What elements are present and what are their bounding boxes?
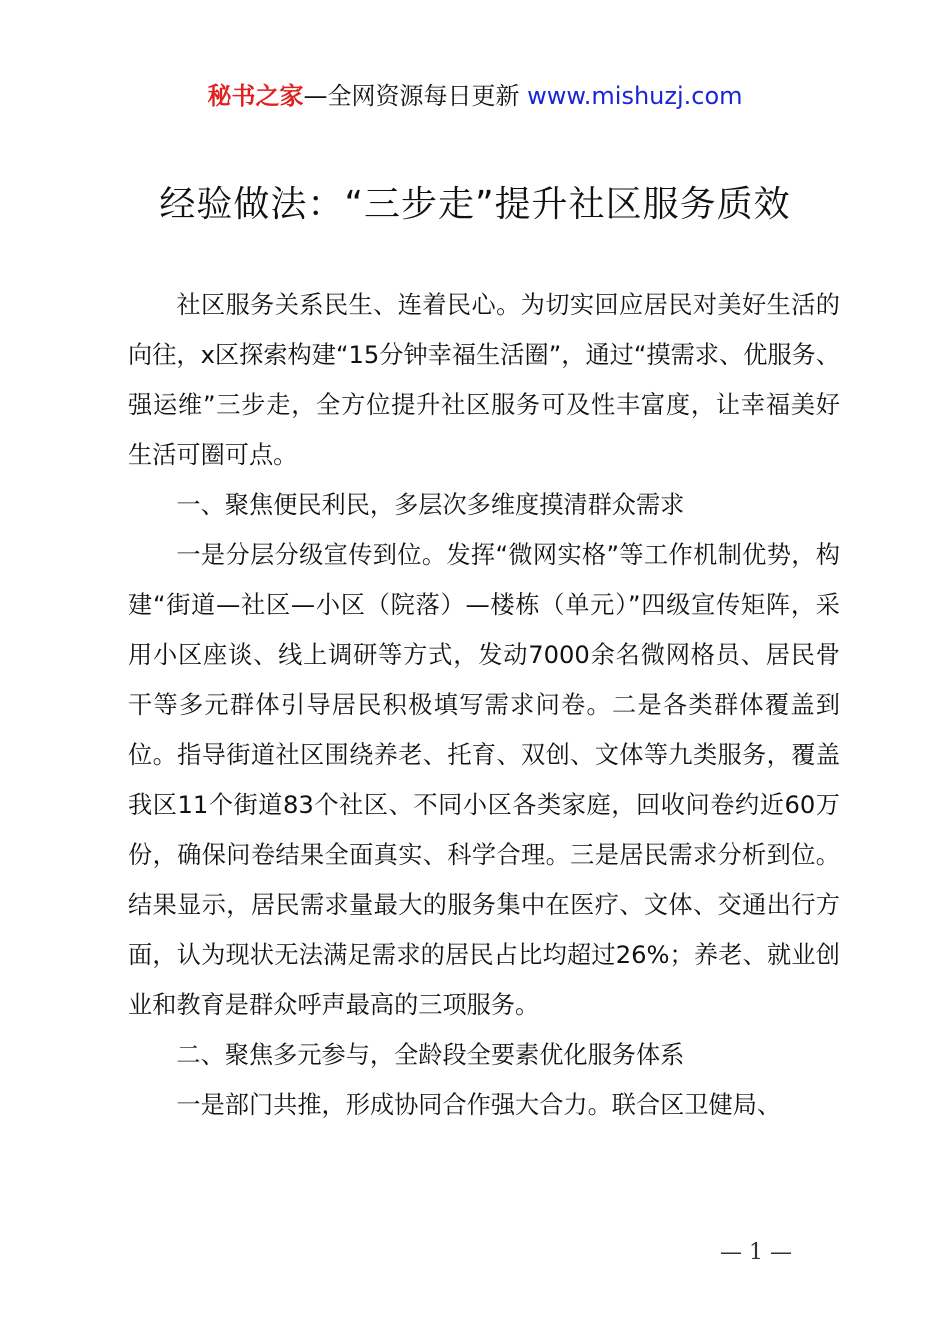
site-brand: 秘书之家 — [207, 82, 304, 110]
site-banner — [0, 80, 950, 112]
document-body — [128, 280, 840, 1130]
section-1-paragraph: 一是分层分级宣传到位。发挥“微网实格”等工作机制优势，构建“街道—社区—小区（院落）—楼栋（单元）”四级宣传矩阵，采用小区座谈、线上调研等方式，发动7000余名微网格员、居民骨干等多元群体引导居民积极填写需求问卷。二是各类群体覆盖到位。指导街道社区围绕养老、托育、双创、文体等九类服务，覆盖我区11个街道83个社区、不同小区各类家庭，回收问卷约近60万份，确保问卷结果全面真实、科学合理。三是居民需求分析到位。结果显示，居民需求量最大的服务集中在医疗、文体、交通出行方面，认为现状无法满足需求的居民占比均超过26%；养老、就业创业和教育是群众呼声最高的三项服务。 — [128, 541, 840, 1019]
section-heading-2: 二、聚焦多元参与，全龄段全要素优化服务体系 — [176, 1041, 685, 1069]
section-heading-1: 一、聚焦便民利民，多层次多维度摸清群众需求 — [176, 491, 685, 519]
intro-paragraph: 社区服务关系民生、连着民心。为切实回应居民对美好生活的向往，x区探索构建“15分钟幸福生活圈”，通过“摸需求、优服务、强运维”三步走，全方位提升社区服务可及性丰富度，让幸福美好生活可圈可点。 — [128, 291, 840, 469]
site-url-link[interactable]: www.mishuzj.com — [527, 82, 743, 110]
page-number: — 1 — — [720, 1240, 792, 1265]
document-title: 经验做法：“三步走”提升社区服务质效 — [159, 184, 791, 225]
section-2-paragraph: 一是部门共推，形成协同合作强大合力。联合区卫健局、 — [176, 1091, 782, 1119]
site-tagline: —全网资源每日更新 — [303, 82, 520, 110]
